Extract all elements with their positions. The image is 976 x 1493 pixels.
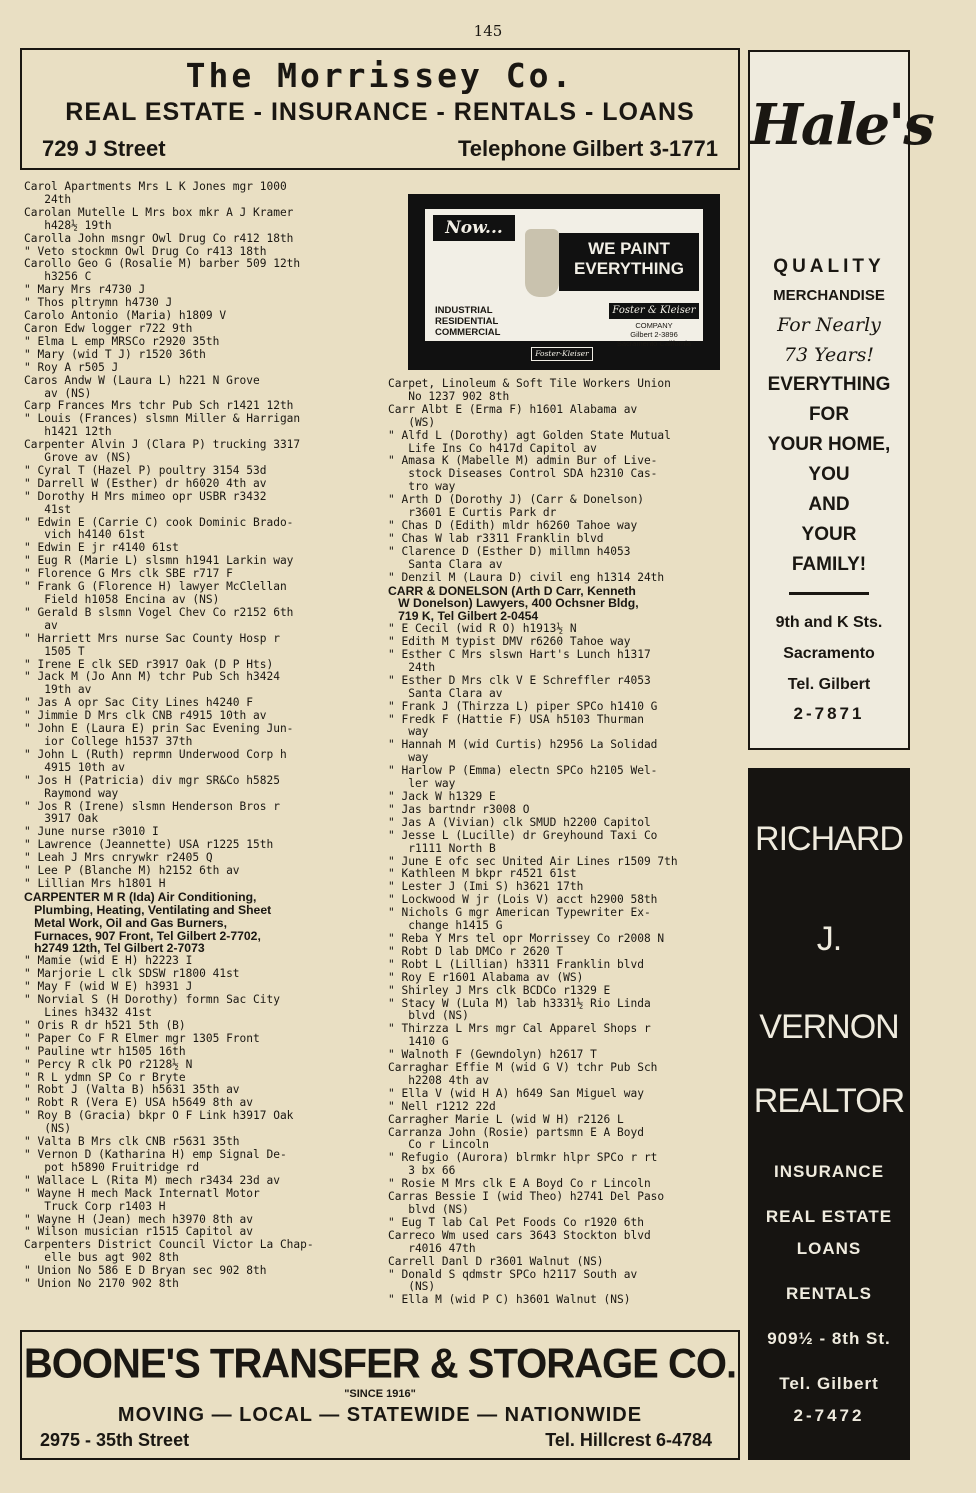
vernon-address: 909½ - 8th St. bbox=[767, 1329, 891, 1348]
left-column bbox=[24, 181, 384, 1291]
boone-services: MOVING — LOCAL — STATEWIDE — NATIONWIDE bbox=[117, 1404, 643, 1426]
listing-block: " Mamie (wid E H) h2223 I " Marjorie L clk SDSW r1800 41st " May F (wid W E) h3931 J " Norvial S (H Dorothy) formn Sac City Lines h3432 41st " Oris R dr h521 5th (B) " Paper Co F R Elmer mgr 1305 Front " Pauline wtr h1505 16th " Percy R clk PO r2128½ N " R L ydmn SP Co r Bryte " Robt J (Valta B) h5631 35th av " Robt R (Vera E) USA h5649 8th av " Roy B (Gracia) bkpr O F Link h3917 Oak (NS) " Valta B Mrs clk CNB r5631 35th " Vernon D (Katharina H) emp Signal De- pot h5890 Fruitridge rd " Wallace L (Rita M) mech r3434 23d av " Wayne H mech Mack Internatl Motor Truck Corp r1403 H " Wayne H (Jean) mech h3970 8th av " Wilson musician r1515 Capitol av Carpenters District Council Victor La Chap- elle bus agt 902 8th " Union No 586 E D Bryan sec 902 8th " Union No 2170 902 8th bbox=[24, 954, 314, 1291]
hales-quality: QUALITY bbox=[773, 256, 885, 277]
now-label: Now... bbox=[433, 215, 515, 241]
boone-name: BOONE'S TRANSFER & STORAGE CO. bbox=[23, 1340, 737, 1388]
vernon-tel-label: Tel. Gilbert bbox=[779, 1374, 879, 1393]
paintbrush-icon bbox=[525, 229, 559, 297]
vernon-first-name: RICHARD bbox=[755, 820, 903, 858]
right-column bbox=[388, 378, 744, 1307]
vernon-last-name: VERNON bbox=[759, 1008, 899, 1046]
carpenter-mr-listing: CARPENTER M R (Ida) Air Conditioning, Plumbing, Heating, Ventilating and Sheet Metal Work, Oil and Gas Burners, Furnaces, 907 Front, Tel Gilbert 2-7702, h2749 12th, Tel Gilbert 2-7073 bbox=[24, 889, 272, 956]
billboard bbox=[425, 209, 703, 348]
boone-phone: Tel. Hillcrest 6-4784 bbox=[545, 1430, 712, 1450]
paint-kinds: INDUSTRIAL RESIDENTIAL COMMERCIAL bbox=[435, 305, 501, 338]
vernon-ad bbox=[748, 768, 910, 1460]
vernon-real-estate: REAL ESTATE bbox=[765, 1207, 893, 1226]
hales-address: 9th and K Sts. bbox=[775, 614, 883, 631]
paint-company: Foster & Kleiser bbox=[609, 303, 699, 319]
listing-block: Carpet, Linoleum & Soft Tile Workers Union No 1237 902 8th Carr Albt E (Erma F) h1601 Alabama av (WS) " Alfd L (Dorothy) agt Golden State Mutual Life Ins Co h417d Capitol av " Amasa K (Mabelle M) admin Bur of Live- stock Diseases Control SDA h2310 Cas- tro way " Arth D (Dorothy J) (Carr & Donelson) r3601 E Curtis Park dr " Chas D (Edith) mldr h6260 Tahoe way " Chas W lab r3311 Franklin blvd " Clarence D (Esther D) millmn h4053 Santa Clara av " Denzil M (Laura D) civil eng h1314 24th bbox=[388, 377, 671, 584]
hales-you: YOU bbox=[808, 464, 850, 485]
morrissey-services: REAL ESTATE - INSURANCE - RENTALS - LOANS bbox=[65, 98, 695, 126]
hales-everything: EVERYTHING bbox=[767, 374, 891, 395]
page-number: 145 bbox=[473, 22, 503, 40]
hales-logo: Hale's bbox=[750, 92, 933, 158]
hales-years: 73 Years! bbox=[783, 344, 875, 366]
carr-donelson-listing: CARR & DONELSON (Arth D Carr, Kenneth W Donelson) Lawyers, 400 Ochsner Bldg, 719 K, Tel Gilbert 2-0454 bbox=[388, 583, 639, 624]
boone-since: "SINCE 1916" bbox=[344, 1388, 416, 1400]
paint-company-info: COMPANY Gilbert 2-3896 Sacramento California bbox=[616, 321, 692, 348]
vernon-insurance: INSURANCE bbox=[773, 1162, 885, 1181]
hales-city: Sacramento bbox=[783, 645, 875, 662]
hales-tel-label: Tel. Gilbert bbox=[787, 676, 871, 693]
paint-company-plate: Foster-Kleiser bbox=[531, 347, 593, 361]
vernon-tel-number: 2-7472 bbox=[793, 1406, 865, 1425]
hales-ad bbox=[748, 50, 933, 750]
vernon-realtor: REALTOR bbox=[753, 1082, 905, 1120]
boone-address: 2975 - 35th Street bbox=[40, 1430, 190, 1450]
listing-block: " E Cecil (wid R O) h1913½ N " Edith M typist DMV r6260 Tahoe way " Esther C Mrs slswn Hart's Lunch h1317 24th " Esther D Mrs clk V E Schreffler r4053 Santa Clara av " Frank J (Thirzza L) piper SPCo h1410 G " Fredk F (Hattie F) USA h5103 Thurman way " Hannah M (wid Curtis) h2956 La Solidad way " Harlow P (Emma) electn SPCo h2105 Wel- ler way " Jack W h1329 E " Jas bartndr r3008 O " Jas A (Vivian) clk SMUD h2200 Capitol " Jesse L (Lucille) dr Greyhound Taxi Co r1111 North B " June E ofc sec United Air Lines r1509 7th " Kathleen M bkpr r4521 61st " Lester J (Imi S) h3621 17th " Lockwood W jr (Lois V) acct h2900 58th " Nichols G mgr American Typewriter Ex- change h1415 G " Reba Y Mrs tel opr Morrissey Co r2008 N " Robt D lab DMCo r 2620 T " Robt L (Lillian) h3311 Franklin blvd " Roy E r1601 Alabama av (WS) " Shirley J Mrs clk BCDCo r1329 E " Stacy W (Lula M) lab h3331½ Rio Linda blvd (NS) " Thirzza L Mrs mgr Cal Apparel Shops r 1410 G " Walnoth F (Gewndolyn) h2617 T Carraghar Effie M (wid G V) tchr Pub Sch h2208 4th av " Ella V (wid H A) h649 San Miguel way " Nell r1212 22d Carragher Marie L (wid W H) r2126 L Carranza John (Rosie) partsmn E A Boyd Co r Lincoln " Refugio (Aurora) blrmkr hlpr SPCo r rt 3 bx 66 " Rosie M Mrs clk E A Boyd Co r Lincoln Carras Bessie I (wid Theo) h2741 Del Paso blvd (NS) " Eug T lab Cal Pet Foods Co r1920 6th Carreco Wm used cars 3643 Stockton blvd r4016 47th Carrell Danl D r3601 Walnut (NS) " Donald S qdmstr SPCo h2117 South av (NS) " Ella M (wid P C) h3601 Walnut (NS) bbox=[388, 622, 678, 1307]
morrissey-name: The Morrissey Co. bbox=[185, 56, 575, 95]
hales-tel-number: 2-7871 bbox=[793, 704, 865, 723]
vernon-loans: LOANS bbox=[796, 1239, 862, 1258]
morrissey-phone: Telephone Gilbert 3-1771 bbox=[457, 136, 718, 161]
morrissey-ad bbox=[20, 48, 740, 170]
hales-for-nearly: For Nearly bbox=[777, 314, 881, 336]
hales-for: FOR bbox=[808, 404, 850, 425]
vernon-initial: J. bbox=[816, 920, 842, 958]
morrissey-address: 729 J Street bbox=[42, 136, 166, 161]
hales-family: FAMILY! bbox=[791, 554, 867, 575]
hales-merchandise: MERCHANDISE bbox=[773, 287, 885, 304]
foster-kleiser-ad bbox=[408, 194, 720, 370]
hales-text bbox=[750, 252, 908, 728]
listing-block: Carol Apartments Mrs L K Jones mgr 1000 24th Carolan Mutelle L Mrs box mkr A J Kramer h428½ 19th Carolla John msngr Owl Drug Co r412 18th " Veto stockmn Owl Drug Co r413 18th Carollo Geo G (Rosalie M) barber 509 12th h3256 C " Mary Mrs r4730 J " Thos pltrymn h4730 J Carolo Antonio (Maria) h1809 V Caron Edw logger r722 9th " Elma L emp MRSCo r2920 35th " Mary (wid T J) r1520 36th " Roy A r505 J Caros Andw W (Laura L) h221 N Grove av (NS) Carp Frances Mrs tchr Pub Sch r1421 12th " Louis (Frances) slsmn Miller & Harrigan h1421 12th Carpenter Alvin J (Clara P) trucking 3317 Grove av (NS) " Cyral T (Hazel P) poultry 3154 53d " Darrell W (Esther) dr h6020 4th av " Dorothy H Mrs mimeo opr USBR r3432 41st " Edwin E (Carrie C) cook Dominic Brado- vich h4140 61st " Edwin E jr r4140 61st " Eug R (Marie L) slsmn h1941 Larkin way " Florence G Mrs clk SBE r717 F " Frank G (Florence H) lawyer McClellan Field h1058 Encina av (NS) " Gerald B slsmn Vogel Chev Co r2152 6th av " Harriett Mrs nurse Sac County Hosp r 1505 T " Irene E clk SED r3917 Oak (D P Hts) " Jack M (Jo Ann M) tchr Pub Sch h3424 19th av " Jas A opr Sac City Lines h4240 F " Jimmie D Mrs clk CNB r4915 10th av " John E (Laura E) prin Sac Evening Jun- ior College h1537 37th " John L (Ruth) reprmn Underwood Corp h 4915 10th av " Jos H (Patricia) div mgr SR&Co h5825 Raymond way " Jos R (Irene) slsmn Henderson Bros r 3917 Oak " June nurse r3010 I " Lawrence (Jeannette) USA r1225 15th " Leah J Mrs cnrywkr r2405 Q " Lee P (Blanche M) h2152 6th av " Lillian Mrs h1801 H bbox=[24, 180, 301, 890]
hales-divider bbox=[789, 592, 869, 595]
vernon-rentals: RENTALS bbox=[785, 1284, 872, 1303]
hales-your: YOUR bbox=[801, 524, 857, 545]
hales-home: YOUR HOME, bbox=[767, 434, 891, 455]
paint-slogan: WE PAINT EVERYTHING bbox=[559, 233, 699, 291]
boone-ad bbox=[20, 1330, 740, 1460]
hales-and: AND bbox=[808, 494, 850, 515]
